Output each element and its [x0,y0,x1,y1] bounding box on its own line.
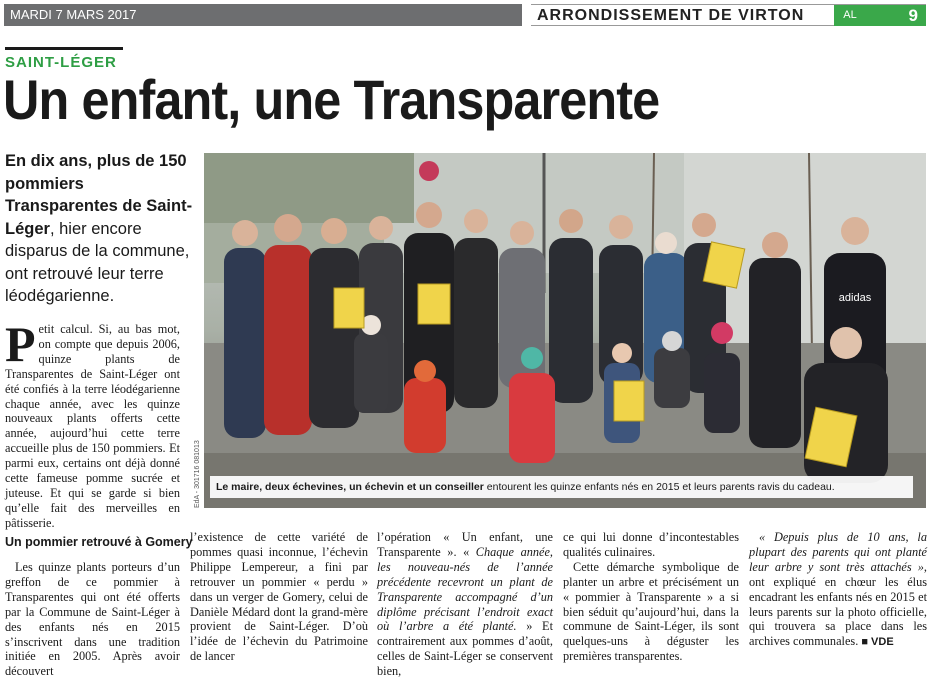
col5-rest: , ont expliqué en chœur les élus encadrant les enfants nés en 2015 et leurs parents sur la photo officielle, qui trouvera sa place dans les archives communales. [749,559,927,649]
article-column-4 [563,530,739,664]
paragraph-gomery: Les quinze plants porteurs d’un greffon de ce pommier à Transparentes qui ont été offerts par la Commune de Saint-Léger à des enfants nés en 2015 s’inscrivent dans une tradition initiée en 2005. Après avoir découvert [5,560,180,679]
article-column-1 [5,316,180,531]
article-subhead: Un pommier retrouvé à Gomery [5,535,193,549]
sweater-logo: adidas [838,292,872,304]
lead-rest: , hier encore disparus de la commune, ont retrouvé leur terre léodégarienne. [5,219,190,305]
photo-credit: EdA - 301716 081013 [194,440,201,508]
group-photo-illustration [204,153,926,508]
article-column-3 [377,530,553,679]
article-lead [5,150,195,308]
col4-start: ce qui lui donne d’incontestables qualités culinaires. [563,530,739,559]
article-column-5 [749,530,927,650]
page-date: MARDI 7 MARS 2017 [4,4,522,26]
col3-quote: Chaque année, les nouveau-nés de l’année précédente recevront un plant de Transparente accompagné d’un diplôme précisant l’endroit exact où l’arbre a été planté. [377,544,554,634]
article-column-2: l’existence de cette variété de pommes quasi inconnue, l’échevin Philippe Lempereur, a fini par retrouver un pommier « perdu » dans un verger de Gomery, celui de Danièle Médard dont la grand-mère provient de Saint-Léger. D’où l’idée de l’échevin du Patrimoine de lancer [190,530,368,664]
col3-end: » Et contrairement aux pommes d’août, celles de Saint-Léger se conservent bien, [377,619,553,679]
author-signature: ■ VDE [861,636,894,649]
drop-cap: P [5,316,36,372]
photo-caption [210,476,913,498]
section-name: ARRONDISSEMENT DE VIRTON [537,7,805,24]
article-kicker: SAINT-LÉGER [5,54,117,71]
page-number: 9 [866,5,926,26]
article-photo [204,153,926,508]
edition-badge: AL [834,5,866,26]
caption-bold: Le maire, deux échevines, un échevin et un conseiller [216,481,484,493]
paragraph-intro: etit calcul. Si, au bas mot, on compte que depuis 2006, quinze plants de Transparentes de Saint-Léger ont été confiés à la terre léodégarienne chaque année, avec les quinze nouveaux plants offerts cette année, aujourd’hui cette terre accueille plus de 150 pommiers. Et parmi eux, certains ont déjà donné cette fameuse pomme sucrée et juteuse. Et qui se garde si bien qu’elle fait des merveilles en pâtisserie. [5,322,180,530]
caption-rest: entourent les quinze enfants nés en 2015 et leurs parents ravis du cadeau. [483,481,835,493]
col3-start: l’opération « Un enfant, une Transparente ». « [377,530,553,559]
kicker-rule [5,47,123,50]
article-title: Un enfant, une Transparente [3,68,660,131]
col4-paragraph: Cette démarche symbolique de planter un arbre et précisément un « pommier à Transparente » a si bien séduit qu’aujourd’hui, dans la commune de Saint-Léger, ils sont quelques-uns à déguster les premières transparentes. [563,559,739,664]
section-header [531,4,926,26]
lead-bold: En dix ans, plus de 150 pommiers Transparentes de Saint-Léger [5,152,193,238]
col5-quote: « Depuis plus de 10 ans, la plupart des parents qui ont planté leur arbre y sont très attachés » [749,530,927,574]
